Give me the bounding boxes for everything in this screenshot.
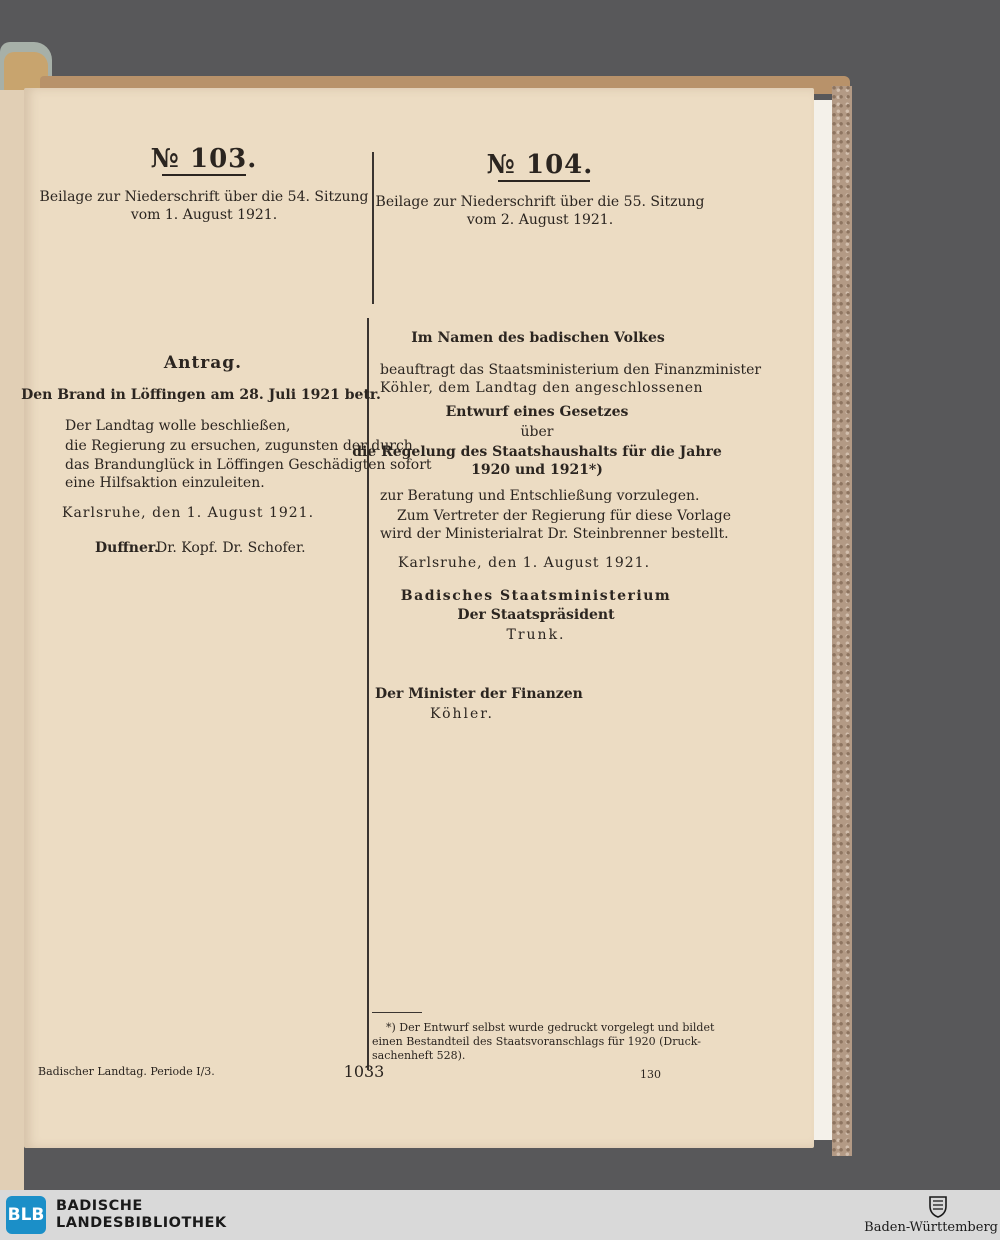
document-number-104: № 104. [486, 150, 594, 180]
paper-page [24, 88, 814, 1148]
document-number-103: № 103. [150, 144, 258, 174]
intro-line-1: beauftragt das Staatsministerium den Finanzminister [380, 362, 762, 378]
right-subtitle-line1: Beilage zur Niederschrift über die 55. Sitzung [375, 194, 705, 210]
page-number: 1033 [343, 1062, 385, 1081]
blb-logo[interactable]: BLB [6, 1196, 46, 1234]
signatories-others: Dr. Kopf. Dr. Schofer. [156, 540, 306, 556]
page-stack-edge [814, 100, 834, 1140]
coat-of-arms-icon [927, 1194, 949, 1218]
antrag-heading: Antrag. [163, 353, 243, 373]
footnote-line-3: sachenheft 528). [372, 1049, 466, 1062]
state-name: Baden-Württemberg [864, 1220, 998, 1235]
footnote-rule [372, 1012, 422, 1013]
ministry: Badisches Staatsministerium [400, 588, 672, 604]
footnote-line-1: *) Der Entwurf selbst wurde gedruckt vorgelegt und bildet [386, 1021, 715, 1034]
marbled-cover [832, 86, 852, 1156]
body-line-4: eine Hilfsaktion einzuleiten. [65, 475, 265, 491]
president-name: Trunk. [506, 627, 566, 643]
law-over: über [520, 424, 554, 440]
body-line-2: die Regierung zu ersuchen, zugunsten der durch [65, 438, 413, 454]
minister-title: Der Minister der Finanzen [375, 686, 583, 702]
president-title: Der Staatspräsident [457, 607, 615, 623]
law-subject-line2: 1920 und 1921*) [471, 462, 603, 478]
number-underline [162, 174, 246, 176]
right-place-date: Karlsruhe, den 1. August 1921. [398, 555, 651, 571]
closing-line-2: Zum Vertreter der Regierung für diese Vorlage [397, 508, 732, 524]
law-title: Entwurf eines Gesetzes [445, 404, 629, 420]
number-underline-2 [498, 180, 590, 182]
closing-line-1: zur Beratung und Entschließung vorzulegen. [380, 488, 700, 504]
facing-page-edge [0, 90, 24, 1190]
page-footer-left: Badischer Landtag. Periode I/3. [38, 1065, 215, 1078]
library-name-line2: LANDESBIBLIOTHEK [56, 1215, 227, 1231]
law-subject-line1: die Regelung des Staatshaushalts für die Jahre [352, 444, 722, 460]
body-line-1: Der Landtag wolle beschließen, [65, 418, 291, 434]
column-divider [372, 152, 374, 304]
footnote-line-2: einen Bestandteil des Staatsvoranschlags für 1920 (Druck- [372, 1035, 701, 1048]
left-subtitle-line2: vom 1. August 1921. [130, 207, 278, 223]
minister-name: Köhler. [430, 706, 494, 722]
column-divider-lower [367, 318, 369, 1070]
intro-line-2: Köhler, dem Landtag den angeschlossenen [380, 380, 704, 396]
library-name-line1: BADISCHE [56, 1198, 143, 1214]
right-subtitle-line2: vom 2. August 1921. [466, 212, 614, 228]
signatory-duffner: Duffner. [95, 540, 159, 556]
left-place-date: Karlsruhe, den 1. August 1921. [62, 505, 315, 521]
sheet-number: 130 [640, 1068, 661, 1081]
invocation: Im Namen des badischen Volkes [411, 330, 665, 346]
left-subtitle-line1: Beilage zur Niederschrift über die 54. Sitzung [39, 189, 369, 205]
closing-line-3: wird der Ministerialrat Dr. Steinbrenner bestellt. [380, 526, 729, 542]
viewer-footer-bar [0, 1190, 1000, 1240]
antrag-subject: Den Brand in Löffingen am 28. Juli 1921 betr. [21, 387, 381, 403]
body-line-3: das Brandunglück in Löffingen Geschädigten sofort [65, 457, 432, 473]
